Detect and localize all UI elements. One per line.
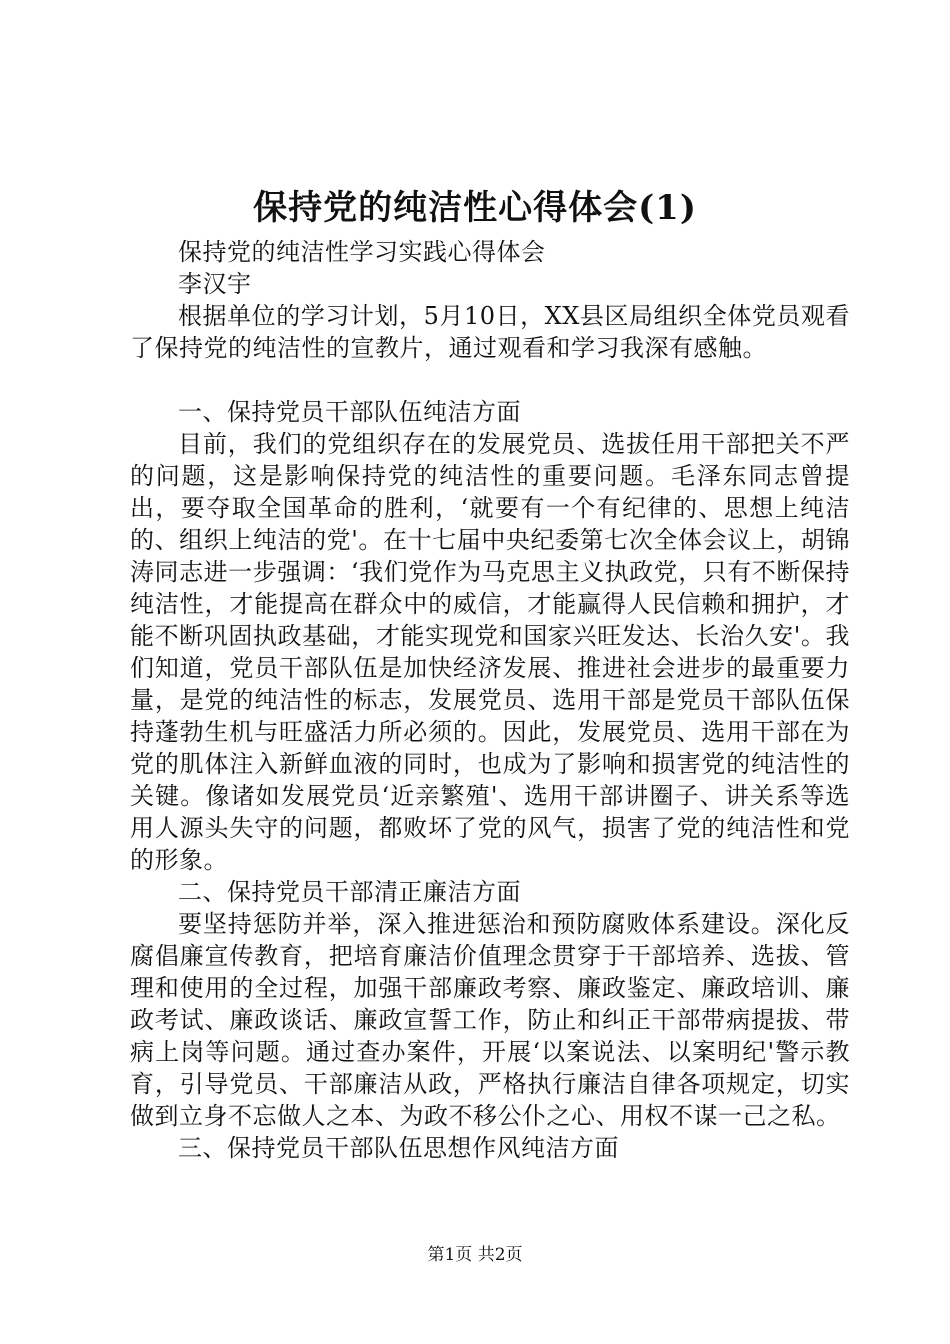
document-body: [130, 236, 850, 1164]
section-2-paragraph: 要坚持惩防并举，深入推进惩治和预防腐败体系建设。深化反腐倡廉宣传教育，把培育廉洁价值理念贯穿于干部培养、选拔、管理和使用的全过程，加强干部廉政考察、廉政鉴定、廉政培训、廉政考试、廉政谈话、廉政宣誓工作，防止和纠正干部带病提拔、带病上岗等问题。通过查办案件，开展‘以案说法、以案明纪'警示教育，引导党员、干部廉洁从政，严格执行廉洁自律各项规定，切实做到立身不忘做人之本、为政不移公仆之心、用权不谋一己之私。: [130, 910, 850, 1130]
page-indicator: 第1页 共2页: [427, 1245, 523, 1265]
section-1-paragraph: 目前，我们的党组织存在的发展党员、选拔任用干部把关不严的问题，这是影响保持党的纯洁性的重要问题。毛泽东同志曾提出，要夺取全国革命的胜利，‘就要有一个有纪律的、思想上纯洁的、组织上纯洁的党'。在十七届中央纪委第七次全体会议上，胡锦涛同志进一步强调：‘我们党作为马克思主义执政党，只有不断保持纯洁性，才能提高在群众中的威信，才能赢得人民信赖和拥护，才能不断巩固执政基础，才能实现党和国家兴旺发达、长治久安'。我们知道，党员干部队伍是加快经济发展、推进社会进步的最重要力量，是党的纯洁性的标志，发展党员、选用干部是党员干部队伍保持蓬勃生机与旺盛活力所必须的。因此，发展党员、选用干部在为党的肌体注入新鲜血液的同时，也成为了影响和损害党的纯洁性的关键。像诸如发展党员‘近亲繁殖'、选用干部讲圈子、讲关系等选用人源头失守的问题，都败坏了党的风气，损害了党的纯洁性和党的形象。: [130, 430, 850, 874]
subtitle-paragraph: 保持党的纯洁性学习实践心得体会: [178, 238, 546, 266]
section-heading-1: 一、保持党员干部队伍纯洁方面: [178, 398, 521, 426]
document-title: 保持党的纯洁性心得体会(1): [253, 188, 697, 228]
author-paragraph: 李汉宇: [178, 270, 252, 298]
section-heading-3: 三、保持党员干部队伍思想作风纯洁方面: [178, 1134, 619, 1162]
section-heading-2: 二、保持党员干部清正廉洁方面: [178, 878, 521, 906]
intro-paragraph: 根据单位的学习计划，5月10日，XX县区局组织全体党员观看了保持党的纯洁性的宣教片，通过观看和学习我深有感触。: [130, 302, 850, 362]
